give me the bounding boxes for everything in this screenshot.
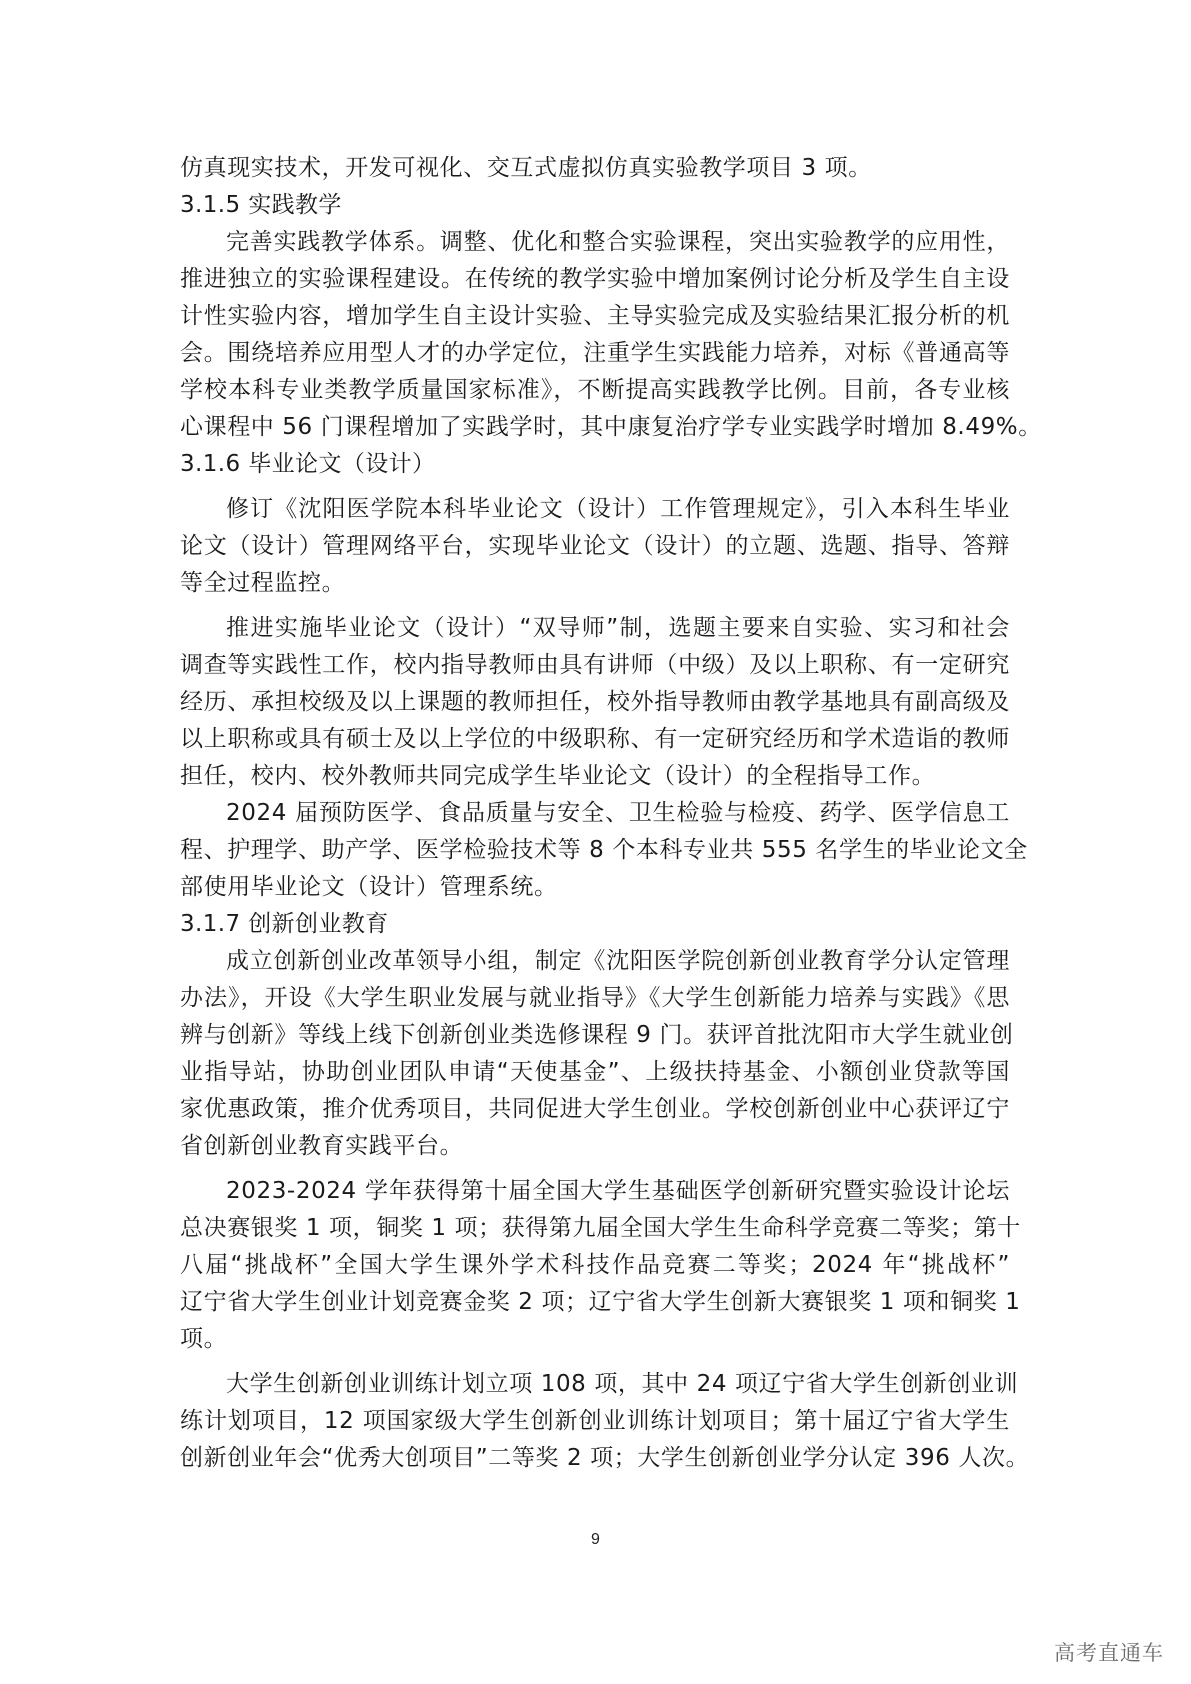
- paragraph-line: 部使用毕业论文（设计）管理系统。: [180, 874, 558, 900]
- paragraph: [180, 795, 1028, 906]
- paragraph-line: 计性实验内容，增加学生自主设计实验、主导实验完成及实验结果汇报分析的机: [180, 303, 1010, 329]
- paragraph: [180, 491, 1010, 602]
- paragraph-line: 推进独立的实验课程建设。在传统的教学实验中增加案例讨论分析及学生自主设: [180, 266, 1010, 292]
- paragraph-line: 调查等实践性工作，校内指导教师由具有讲师（中级）及以上职称、有一定研究: [180, 652, 1010, 678]
- paragraph-line: 学校本科专业类教学质量国家标准》，不断提高实践教学比例。目前，各专业核: [180, 377, 1010, 403]
- paragraph: [180, 943, 1014, 1165]
- heading-text: 3.1.7 创新创业教育: [180, 911, 389, 937]
- paragraph-line: 完善实践教学体系。调整、优化和整合实验课程，突出实验教学的应用性，: [226, 229, 1010, 255]
- paragraph-line: 练计划项目，12 项国家级大学生创新创业训练计划项目；第十届辽宁省大学生: [180, 1408, 1010, 1434]
- paragraph-gap: [180, 1358, 1010, 1366]
- paragraph-line: 2024 届预防医学、食品质量与安全、卫生检验与检疫、药学、医学信息工: [226, 800, 1010, 826]
- paragraph-gap: [180, 1165, 1010, 1173]
- paragraph: [180, 1366, 1030, 1477]
- heading-text: 3.1.5 实践教学: [180, 192, 342, 218]
- paragraph-line: 家优惠政策，推介优秀项目，共同促进大学生创业。学校创新创业中心获评辽宁: [180, 1096, 1010, 1122]
- paragraph-line: 创新创业年会“优秀大创项目”二等奖 2 项；大学生创新创业学分认定 396 人次。: [180, 1445, 1030, 1471]
- paragraph-line: 推进实施毕业论文（设计）“双导师”制，选题主要来自实验、实习和社会: [226, 615, 1010, 641]
- paragraph-line: 项。: [180, 1326, 228, 1352]
- paragraph-line: 仿真现实技术，开发可视化、交互式虚拟仿真实验教学项目 3 项。: [180, 155, 872, 181]
- paragraph: [180, 610, 1010, 795]
- section-heading: [180, 446, 1010, 483]
- paragraph-line: 修订《沈阳医学院本科毕业论文（设计）工作管理规定》，引入本科生毕业: [226, 496, 1010, 522]
- paragraph-line: 八届“挑战杯”全国大学生课外学术科技作品竞赛二等奖；2024 年“挑战杯”: [180, 1252, 1010, 1278]
- paragraph-line: 会。围绕培养应用型人才的办学定位，注重学生实践能力培养，对标《普通高等: [180, 340, 1010, 366]
- paragraph: [180, 150, 1010, 187]
- paragraph-gap: [180, 483, 1010, 491]
- paragraph-line: 大学生创新创业训练计划立项 108 项，其中 24 项辽宁省大学生创新创业训: [226, 1371, 1019, 1397]
- paragraph-line: 等全过程监控。: [180, 570, 346, 596]
- paragraph-line: 成立创新创业改革领导小组，制定《沈阳医学院创新创业教育学分认定管理: [226, 948, 1010, 974]
- paragraph: [180, 224, 1042, 446]
- paragraph-line: 总决赛银奖 1 项，铜奖 1 项；获得第九届全国大学生生命科学竞赛二等奖；第十: [180, 1215, 1021, 1241]
- paragraph-gap: [180, 602, 1010, 610]
- paragraph-line: 辽宁省大学生创业计划竞赛金奖 2 项；辽宁省大学生创新大赛银奖 1 项和铜奖 1: [180, 1289, 1021, 1315]
- paragraph-line: 论文（设计）管理网络平台，实现毕业论文（设计）的立题、选题、指导、答辩: [180, 533, 1010, 559]
- section-heading: [180, 906, 1010, 943]
- paragraph-line: 程、护理学、助产学、医学检验技术等 8 个本科专业共 555 名学生的毕业论文全: [180, 837, 1028, 863]
- paragraph-line: 辨与创新》等线上线下创新创业类选修课程 9 门。获评首批沈阳市大学生就业创: [180, 1022, 1014, 1048]
- heading-text: 3.1.6 毕业论文（设计）: [180, 451, 436, 477]
- paragraph-line: 经历、承担校级及以上课题的教师担任，校外指导教师由教学基地具有副高级及: [180, 689, 1010, 715]
- paragraph-line: 业指导站，协助创业团队申请“天使基金”、上级扶持基金、小额创业贷款等国: [180, 1059, 1010, 1085]
- paragraph-line: 2023-2024 学年获得第十届全国大学生基础医学创新研究暨实验设计论坛: [226, 1178, 1010, 1204]
- paragraph: [180, 1173, 1021, 1358]
- section-heading: [180, 187, 1010, 224]
- paragraph-line: 办法》，开设《大学生职业发展与就业指导》《大学生创新能力培养与实践》《思: [180, 985, 1010, 1011]
- paragraph-line: 担任，校内、校外教师共同完成学生毕业论文（设计）的全程指导工作。: [180, 763, 936, 789]
- page-number: 9: [591, 1531, 600, 1548]
- page-body: [180, 150, 1042, 1477]
- watermark-text: 高考直通车: [1054, 1641, 1164, 1665]
- paragraph-line: 以上职称或具有硕士及以上学位的中级职称、有一定研究经历和学术造诣的教师: [180, 726, 1010, 752]
- paragraph-line: 心课程中 56 门课程增加了实践学时，其中康复治疗学专业实践学时增加 8.49%。: [180, 414, 1042, 440]
- paragraph-line: 省创新创业教育实践平台。: [180, 1133, 464, 1159]
